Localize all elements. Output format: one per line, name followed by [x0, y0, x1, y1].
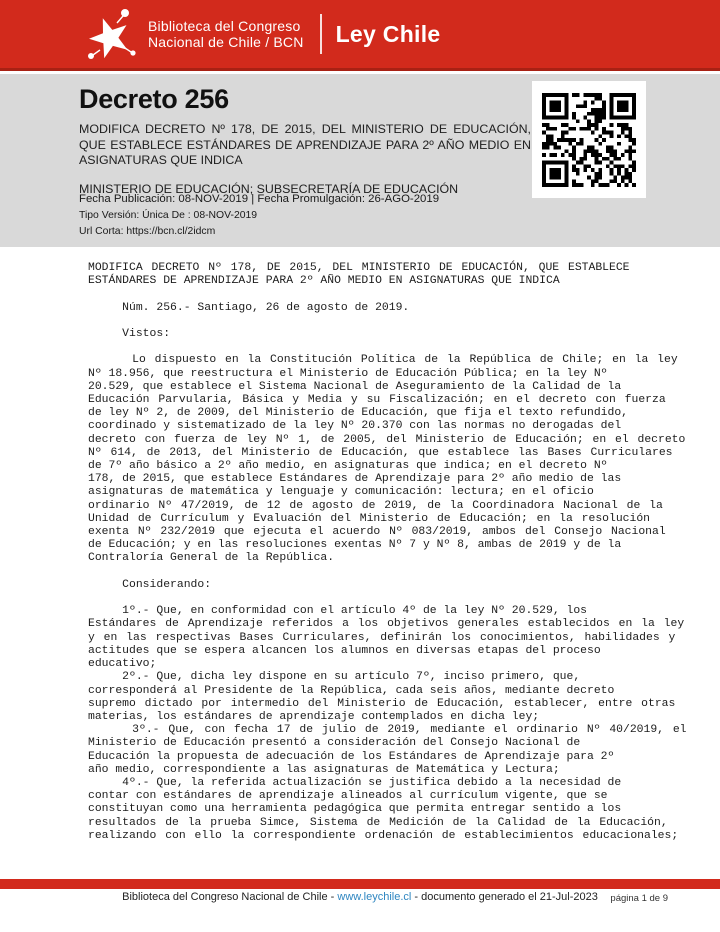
- leychile-wordmark: Ley Chile: [335, 20, 441, 47]
- doc-line: de ley Nº 2, de 2009, del Ministerio de Educación, que fija el texto refundido,: [88, 407, 629, 420]
- doc-line: 20.529, que establece el Sistema Nacional de Aseguramiento de la Calidad de la: [88, 380, 622, 393]
- doc-line: 3º.- Que, con fecha 17 de julio de 2019, mediante el ordinario Nº 40/2019, el: [88, 724, 687, 737]
- doc-line: Educación la propuesta de adecuación de los Estándares de Aprendizaje para 2º: [88, 750, 615, 763]
- doc-line: 1º.- Que, en conformidad con el artículo 4º de la ley Nº 20.529, los: [88, 605, 587, 618]
- doc-line: Estándares de Aprendizaje referidos a los objetivos generales establecidos en la ley: [88, 618, 685, 631]
- meta-short-url: Url Corta: https://bcn.cl/2idcm: [79, 225, 216, 237]
- ministry-line: MINISTERIO DE EDUCACIÓN; SUBSECRETARÍA DE EDUCACIÓN: [79, 181, 459, 196]
- doc-line: educativo;: [88, 658, 157, 671]
- doc-line: 4º.- Que, la referida actualización se justifica debido a la necesidad de: [88, 776, 622, 789]
- top-banner: [0, 0, 720, 71]
- doc-line: [88, 592, 644, 605]
- doc-line: año medio, correspondiente a las asignaturas de Matemática y Lectura;: [88, 763, 560, 776]
- document-body: [88, 262, 687, 843]
- doc-line: resultados de la prueba Simce, Sistema de Medición de la Calidad de la Educación,: [88, 816, 668, 829]
- doc-line: Unidad de Currículum y Evaluación del Ministerio de Educación; en la resolución: [88, 512, 651, 525]
- doc-line: de Educación; y en las resoluciones exentas Nº 7 y Nº 8, ambas de 2019 y de la: [88, 539, 622, 552]
- doc-line: actitudes que se espera alcancen los alumnos en diversas etapas del proceso: [88, 644, 601, 657]
- doc-line: constituyan como una herramienta pedagógica que permita entregar sentido a los: [88, 803, 622, 816]
- doc-line: [88, 341, 644, 354]
- doc-line: [88, 288, 644, 301]
- doc-line: 2º.- Que, dicha ley dispone en su artículo 7º, inciso primero, que,: [88, 671, 581, 684]
- decree-subtitle: MODIFICA DECRETO Nº 178, DE 2015, DEL MINISTERIO DE EDUCACIÓN, QUE ESTABLECE ESTÁNDARES DE APRENDIZAJE PARA 2º AÑO MEDIO EN ASIGNATURAS QUE INDICA: [79, 122, 531, 167]
- doc-line: contar con estándares de aprendizaje alineados al currículum vigente, que se: [88, 790, 608, 803]
- bcn-star-logo-icon: [84, 5, 140, 63]
- doc-line: decreto con fuerza de ley Nº 1, de 2005, del Ministerio de Educación; en el decreto: [88, 433, 686, 446]
- page-title: Decreto 256: [79, 84, 229, 114]
- page-indicator: página 1 de 9: [610, 893, 668, 904]
- doc-line: coordinado y sistematizado de la ley Nº 20.370 con las normas no derogadas del: [88, 420, 622, 433]
- qr-code: [532, 81, 646, 198]
- doc-line: MODIFICA DECRETO Nº 178, DE 2015, DEL MINISTERIO DE EDUCACIÓN, QUE ESTABLECE: [88, 262, 630, 274]
- doc-line: y en las respectivas Bases Curriculares, definirán los conocimientos, habilidades y: [88, 631, 676, 644]
- leychile-link[interactable]: www.leychile.cl: [337, 891, 412, 903]
- org-name-line1: Biblioteca del Congreso: [148, 18, 301, 34]
- doc-line: [88, 315, 644, 328]
- doc-line: ESTÁNDARES DE APRENDIZAJE PARA 2º AÑO MEDIO EN ASIGNATURAS QUE INDICA: [88, 275, 560, 288]
- doc-line: materias, los estándares de aprendizaje contemplados en dicha ley;: [88, 710, 540, 723]
- doc-line: exenta Nº 232/2019 que ejecuta el acuerdo Nº 083/2019, ambos del Consejo Nacional: [88, 526, 666, 539]
- bcn-logo: [84, 5, 441, 63]
- footer-bar: [0, 879, 720, 889]
- doc-line: 178, de 2015, que establece Estándares de Aprendizaje para 2º año medio de las: [88, 473, 622, 486]
- doc-line: de 7º año básico a 2º año medio, en asignaturas que indica; en el decreto Nº: [88, 460, 608, 473]
- meta-version: Tipo Versión: Única De : 08-NOV-2019: [79, 210, 258, 221]
- doc-line: ordinario Nº 47/2019, de 12 de agosto de 2019, de la Coordinadora Nacional de la: [88, 499, 663, 512]
- doc-line: Considerando:: [88, 578, 212, 591]
- org-name-line2: Nacional de Chile / BCN: [148, 34, 304, 50]
- document-header: [0, 74, 720, 247]
- doc-line: Vistos:: [88, 328, 171, 341]
- doc-line: Lo dispuesto en la Constitución Política de la República de Chile; en la ley: [88, 354, 678, 367]
- document-metadata: [79, 193, 439, 241]
- doc-line: corresponderá al Presidente de la República, cada seis años, mediante decreto: [88, 684, 615, 697]
- footer-after-link: - documento generado el 21-Jul-2023: [411, 891, 598, 903]
- org-name: [148, 18, 304, 50]
- meta-publication: Fecha Publicación: 08-NOV-2019 | Fecha Promulgación: 26-AGO-2019: [79, 193, 440, 205]
- doc-line: Núm. 256.- Santiago, 26 de agosto de 2019.: [88, 301, 410, 314]
- doc-line: Contraloría General de la República.: [88, 552, 335, 565]
- doc-line: supremo dictado por intermedio del Ministerio de Educación, establecer, entre otras: [88, 697, 676, 710]
- doc-line: asignaturas de matemática y lenguaje y comunicación: lectura; en el oficio: [88, 486, 594, 499]
- doc-line: realizando con ello la correspondiente ordenación de establecimientos educacionales;: [88, 829, 679, 842]
- doc-line: Nº 614, de 2013, del Ministerio de Educación, que establece las Bases Curriculares: [88, 446, 673, 459]
- doc-line: Educación Parvularia, Básica y Media y su Fiscalización; en el decreto con fuerza: [88, 394, 666, 407]
- doc-line: [88, 566, 644, 579]
- logo-divider: [320, 14, 322, 54]
- footer-before-link: Biblioteca del Congreso Nacional de Chile -: [122, 891, 338, 903]
- doc-line: Nº 18.956, que reestructura el Ministerio de Educación Pública; en la ley Nº: [88, 367, 608, 380]
- doc-line: Ministerio de Educación presentó a consideración del Consejo Nacional de: [88, 737, 581, 750]
